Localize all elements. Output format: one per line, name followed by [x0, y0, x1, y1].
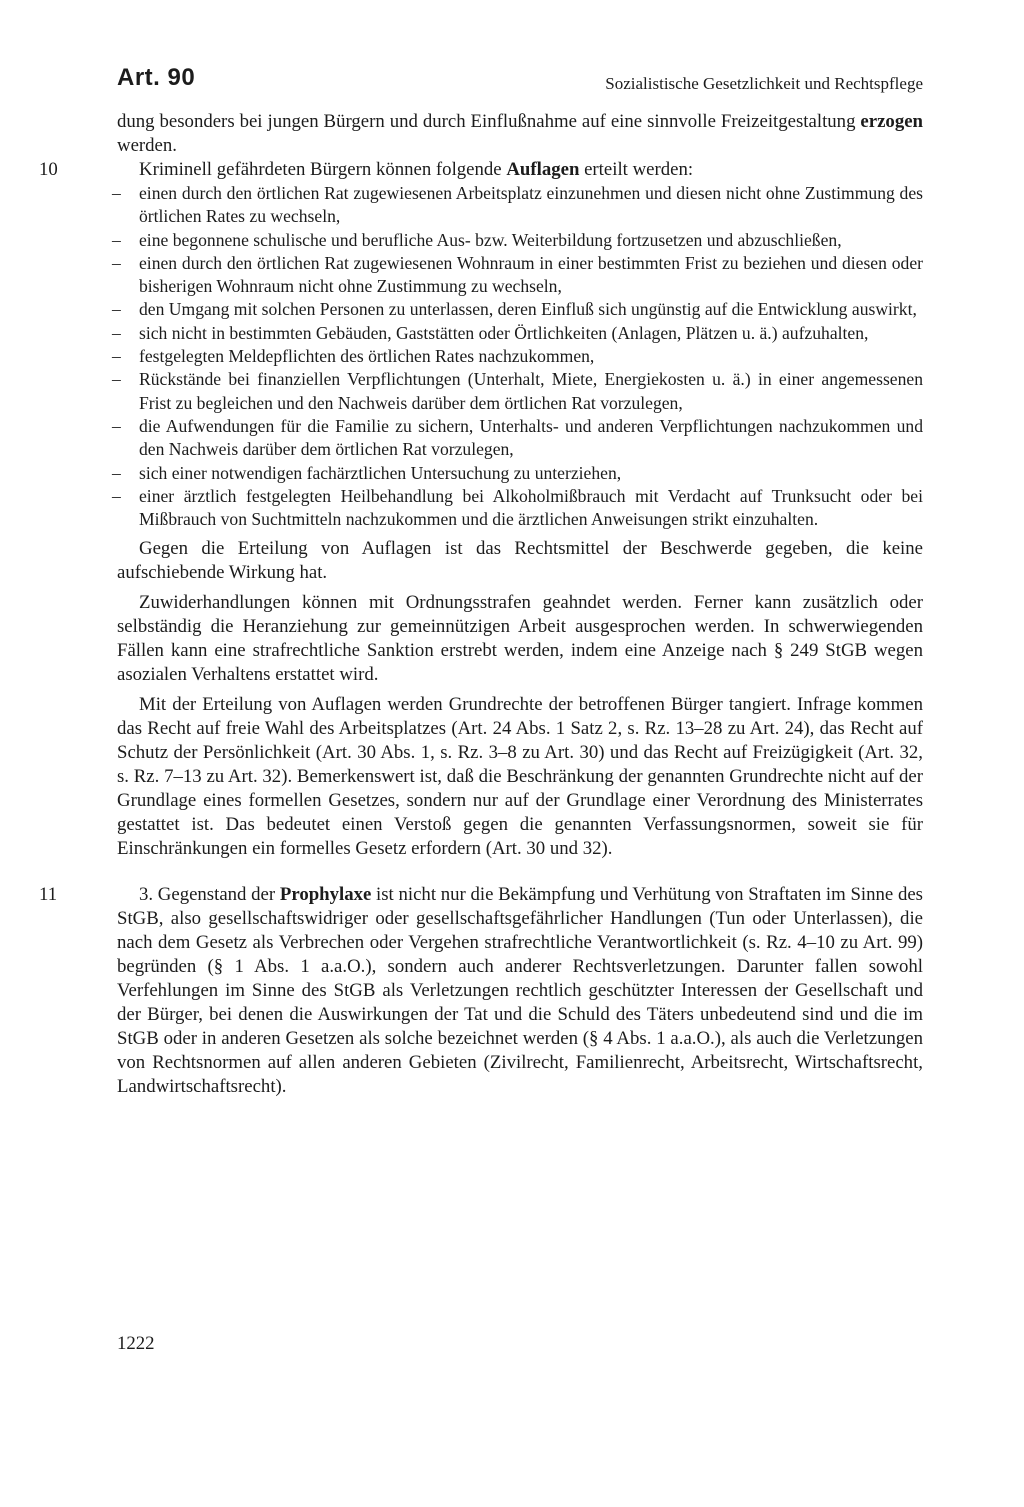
list-item-text: sich einer notwendigen fachärztlichen Untersuchung zu unterziehen,: [139, 462, 622, 483]
dash-marker: –: [112, 346, 121, 367]
text-segment: 3. Gegenstand der: [139, 884, 280, 906]
paragraph: Gegen die Erteilung von Auflagen ist das Rechtsmittel der Beschwerde gegeben, die keine aufschiebende Wirkung hat.: [117, 538, 923, 584]
list-item: [112, 229, 923, 252]
section-intro: [39, 158, 923, 182]
text-segment: erteilt werden:: [579, 159, 694, 180]
margin-section-11: [39, 883, 923, 1099]
dash-marker: –: [112, 183, 121, 203]
dash-marker: –: [112, 485, 121, 506]
list-item-text: eine begonnene schulische und berufliche Aus- bzw. Weiterbildung fortzusetzen und abzuschließen,: [139, 229, 842, 250]
margin-number: 11: [39, 884, 58, 906]
paragraph: Mit der Erteilung von Auflagen werden Grundrechte der betroffenen Bürger tangiert. Infrage kommen das Recht auf freie Wahl des Arbeitsplatzes (Art. 24 Abs. 1 Satz 2, s. Rz. 13–28 zu Art. 24), das Recht auf Schutz der Persönlichkeit (Art. 30 Abs. 1, s. Rz. 3–8 zu Art. 30) und das Recht auf Freizügigkeit (Art. 32, s. Rz. 7–13 zu Art. 32). Bemerkenswert ist, daß die Beschränkung der genannten Grundrechte nicht auf der Grundlage eines formellen Gesetzes, sondern nur auf der Grundlage einer Verordnung des Ministerrates gestattet ist. Das bedeutet einen Verstoß gegen die genannten Verfassungsnormen, soweit sie für Einschränkungen ein formelles Gesetz erfordern (Art. 30 und 32).: [117, 694, 923, 860]
text-segment: werden.: [117, 135, 177, 156]
list-item-text: festgelegten Meldepflichten des örtlichen Rates nachzukommen,: [139, 346, 595, 367]
dash-marker: –: [112, 369, 121, 390]
list-item-text: sich nicht in bestimmten Gebäuden, Gaststätten oder Örtlichkeiten (Anlagen, Plätzen u. ä.) aufzuhalten,: [139, 322, 869, 343]
list-item: [112, 345, 923, 368]
dash-marker: –: [112, 252, 121, 273]
page-body: [39, 110, 923, 1099]
list-item-text: einen durch den örtlichen Rat zugewiesenen Arbeitsplatz einzunehmen und diesen nicht ohne Zustimmung des örtlichen Rates zu wechseln,: [139, 183, 923, 227]
page-number: 1222: [117, 1333, 155, 1354]
list-item: [112, 368, 923, 415]
bold-term: erzogen: [860, 111, 923, 132]
list-item: [112, 462, 923, 485]
list-item: [112, 298, 923, 321]
list-item: [112, 252, 923, 299]
conditions-list: [112, 182, 923, 531]
dash-marker: –: [112, 322, 121, 343]
running-title: Sozialistische Gesetzlichkeit und Rechtspflege: [605, 74, 923, 93]
dash-marker: –: [112, 299, 121, 320]
continued-paragraph: [117, 110, 923, 158]
dash-marker: –: [112, 462, 121, 483]
list-item-text: einen durch den örtlichen Rat zugewiesenen Wohnraum in einer bestimmten Frist zu beziehen und diesen oder bisherigen Wohnraum nicht ohne Zustimmung zu wechseln,: [139, 252, 923, 297]
margin-section-10: [39, 158, 923, 861]
bold-term: Prophylaxe: [279, 884, 372, 906]
text-segment: ist nicht nur die Bekämpfung und Verhütung von Straftaten im Sinne des StGB, also gesellschaftswidriger oder gesellschaftsgefährlicher Handlungen (Tun oder Unterlassen), die nach dem Gesetz als Verbrechen oder Vergehen strafrechtliche Verantwortlichkeit (s. Rz. 4–10 zu Art. 99) begründen (§ 1 Abs. 1 a.a.O.), sondern auch anderer Rechtsverletzungen. Darunter fallen sowohl Verfehlungen im Sinne des StGB als Verletzungen rechtlich geschützter Interessen der Gesellschaft und der Bürger, bei denen die Auswirkungen der Tat und die Schuld des Täters unbedeutend sind und die im StGB oder in anderen Gesetzen als solche bezeichnet werden (§ 4 Abs. 1 a.a.O.), als auch die Verletzungen von Rechtsnormen auf allen anderen Gebieten (Zivilrecht, Familienrecht, Arbeitsrecht, Wirtschaftsrecht, Landwirtschaftsrecht).: [117, 884, 923, 1098]
list-item: [112, 415, 923, 462]
text-segment: dung besonders bei jungen Bürgern und durch Einflußnahme auf eine sinnvolle Freizeitgestaltung: [117, 111, 861, 132]
dash-marker: –: [112, 415, 121, 436]
margin-number: 10: [39, 159, 58, 180]
dash-marker: –: [112, 229, 121, 250]
article-heading: Art. 90: [117, 64, 196, 91]
list-item: [112, 485, 923, 532]
paragraph: [39, 883, 923, 1099]
text-segment: Kriminell gefährdeten Bürgern können folgende: [139, 159, 507, 180]
list-item-text: die Aufwendungen für die Familie zu sichern, Unterhalts- und anderen Verpflichtungen nachzukommen und den Nachweis darüber dem örtlichen Rat vorzulegen,: [139, 415, 923, 460]
bold-term: Auflagen: [506, 159, 580, 180]
list-item-text: Rückstände bei finanziellen Verpflichtungen (Unterhalt, Miete, Energiekosten u. ä.) in einer angemessenen Frist zu begleichen und den Nachweis darüber dem örtlichen Rat vorzulegen,: [139, 369, 923, 413]
paragraph: Zuwiderhandlungen können mit Ordnungsstrafen geahndet werden. Ferner kann zusätzlich oder selbständig die Heranziehung zur gemeinnützigen Arbeit ausgesprochen werden. In schwerwiegenden Fällen kann eine strafrechtliche Sanktion erstrebt werden, indem eine Anzeige nach § 249 StGB wegen asozialen Verhaltens erstattet wird.: [117, 592, 923, 686]
list-item-text: den Umgang mit solchen Personen zu unterlassen, deren Einfluß sich ungünstig auf die Entwicklung auswirkt,: [139, 299, 917, 320]
list-item: [112, 322, 923, 345]
list-item: [112, 182, 923, 229]
list-item-text: einer ärztlich festgelegten Heilbehandlung bei Alkoholmißbrauch mit Verdacht auf Trunksucht oder bei Mißbrauch von Suchtmitteln nachzukommen und die ärztlichen Anweisungen strikt einzuhalten.: [139, 485, 923, 530]
